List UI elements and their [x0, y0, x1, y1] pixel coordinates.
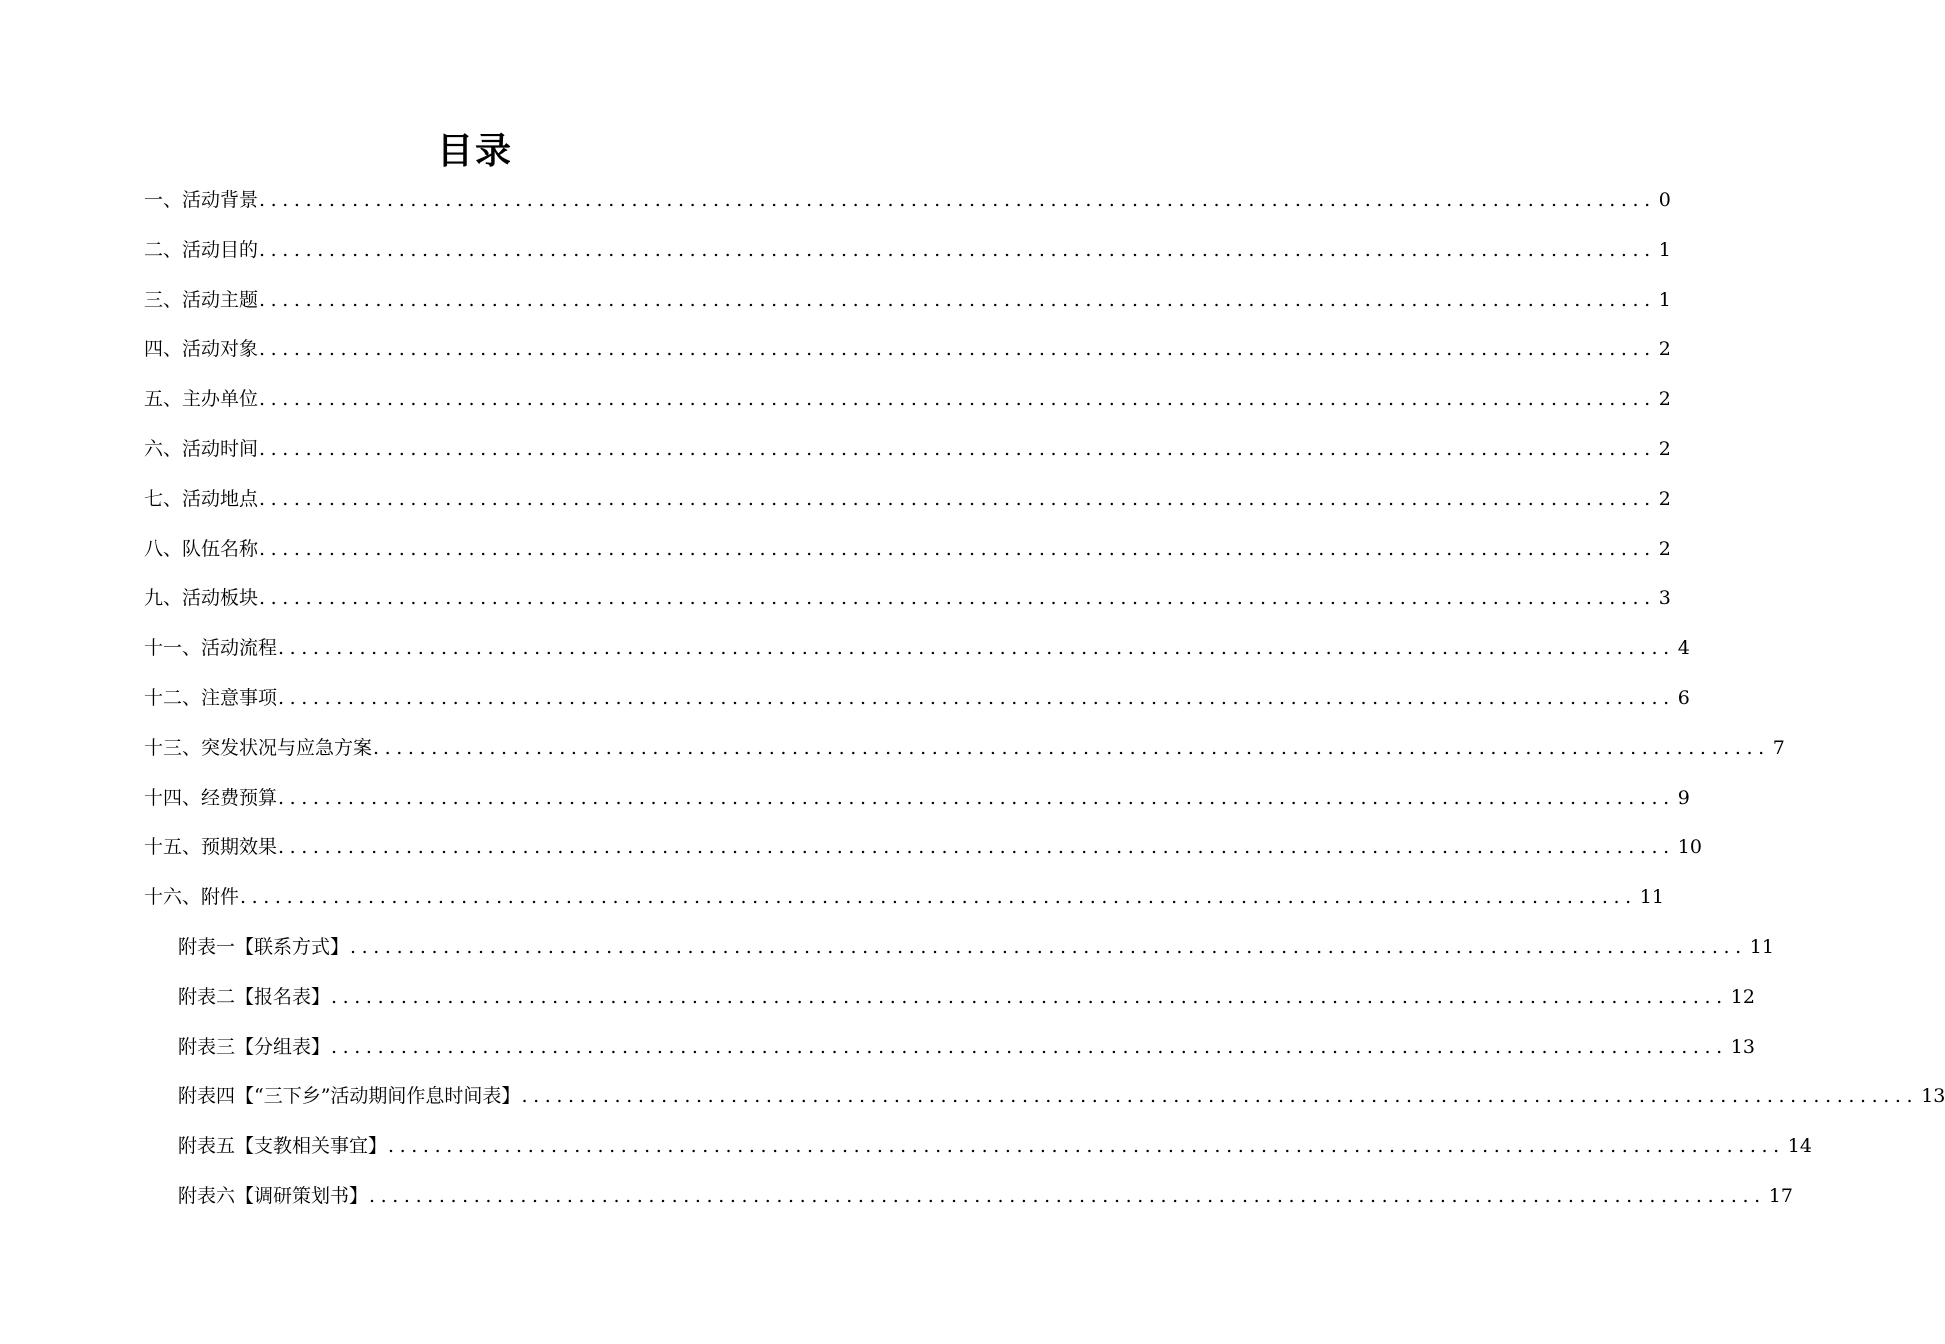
- toc-entry-page-number: 11: [1749, 935, 1774, 958]
- toc-entry-page-number: 11: [1639, 886, 1664, 909]
- toc-entry-page-number: 2: [1658, 537, 1671, 560]
- toc-entry[interactable]: [144, 873, 1664, 923]
- toc-entry-page-number: 3: [1658, 587, 1671, 610]
- toc-entry-label: 九、活动板块: [144, 587, 259, 610]
- toc-entry-label: 附表一【联系方式】: [178, 935, 350, 958]
- toc-entry[interactable]: [144, 774, 1690, 824]
- toc-entry[interactable]: [144, 1172, 1793, 1222]
- toc-dot-leader: ........................................................................................................................: [369, 1184, 1766, 1207]
- toc-entry-page-number: 4: [1677, 637, 1690, 660]
- toc-dot-leader: ........................................................................................................................: [259, 338, 1656, 361]
- toc-entry[interactable]: [144, 973, 1755, 1023]
- toc-entry-label: 八、队伍名称: [144, 537, 259, 560]
- toc-entry-page-number: 2: [1658, 487, 1671, 510]
- toc-dot-leader: ........................................................................................................................: [259, 437, 1656, 460]
- toc-dot-leader: ........................................................................................................................: [350, 935, 1747, 958]
- toc-entry-page-number: 17: [1768, 1184, 1793, 1207]
- toc-title: 目录: [436, 130, 513, 172]
- toc-entry[interactable]: [144, 226, 1671, 276]
- toc-entry[interactable]: [144, 923, 1774, 973]
- toc-dot-leader: ........................................................................................................................: [373, 736, 1770, 759]
- toc-dot-leader: ........................................................................................................................: [259, 537, 1656, 560]
- toc-entry-page-number: 2: [1658, 388, 1671, 411]
- toc-entry-page-number: 7: [1772, 736, 1785, 759]
- toc-entry-page-number: 14: [1787, 1135, 1812, 1158]
- toc-dot-leader: ........................................................................................................................: [521, 1085, 1919, 1108]
- toc-entry-label: 附表三【分组表】: [178, 1035, 331, 1058]
- toc-entry[interactable]: [144, 1072, 1945, 1122]
- toc-entry-page-number: 1: [1658, 238, 1671, 261]
- toc-dot-leader: ........................................................................................................................: [278, 836, 1675, 859]
- toc-entry-label: 十六、附件: [144, 886, 240, 909]
- toc-entry-label: 十三、突发状况与应急方案: [144, 736, 373, 759]
- toc-entry-label: 附表四【“三下乡”活动期间作息时间表】: [178, 1085, 521, 1108]
- toc-entry-page-number: 2: [1658, 338, 1671, 361]
- toc-dot-leader: ........................................................................................................................: [278, 686, 1675, 709]
- toc-entry-label: 十一、活动流程: [144, 637, 278, 660]
- toc-entry[interactable]: [144, 823, 1702, 873]
- toc-entry[interactable]: [144, 525, 1671, 575]
- toc-entry[interactable]: [144, 425, 1671, 475]
- toc-dot-leader: ........................................................................................................................: [259, 189, 1656, 211]
- table-of-contents: [144, 176, 1945, 1222]
- toc-entry-label: 附表六【调研策划书】: [178, 1184, 369, 1207]
- toc-entry-page-number: 1: [1658, 288, 1671, 311]
- toc-entry-label: 十四、经费预算: [144, 786, 278, 809]
- toc-entry-label: 四、活动对象: [144, 338, 259, 361]
- toc-entry[interactable]: [144, 176, 1671, 226]
- toc-entry-label: 六、活动时间: [144, 437, 259, 460]
- toc-dot-leader: ........................................................................................................................: [259, 487, 1656, 510]
- toc-entry[interactable]: [144, 724, 1785, 774]
- toc-dot-leader: ........................................................................................................................: [259, 288, 1656, 311]
- toc-entry-page-number: 2: [1658, 437, 1671, 460]
- toc-entry[interactable]: [144, 325, 1671, 375]
- toc-entry[interactable]: [144, 375, 1671, 425]
- toc-entry-page-number: 13: [1921, 1085, 1945, 1108]
- toc-entry-page-number: 10: [1677, 836, 1702, 859]
- toc-entry-label: 附表二【报名表】: [178, 985, 331, 1008]
- toc-entry[interactable]: [144, 475, 1671, 525]
- toc-dot-leader: ........................................................................................................................: [331, 985, 1728, 1008]
- toc-entry-label: 五、主办单位: [144, 388, 259, 411]
- toc-entry-label: 附表五【支教相关事宜】: [178, 1135, 388, 1158]
- toc-dot-leader: ........................................................................................................................: [240, 886, 1637, 909]
- toc-dot-leader: ........................................................................................................................: [259, 388, 1656, 411]
- toc-dot-leader: ........................................................................................................................: [331, 1035, 1728, 1058]
- toc-entry-label: 七、活动地点: [144, 487, 259, 510]
- toc-entry-label: 十五、预期效果: [144, 836, 278, 859]
- toc-dot-leader: ........................................................................................................................: [278, 786, 1675, 809]
- toc-entry-label: 三、活动主题: [144, 288, 259, 311]
- toc-entry-label: 一、活动背景: [144, 189, 259, 211]
- toc-entry[interactable]: [144, 624, 1690, 674]
- toc-entry[interactable]: [144, 276, 1671, 326]
- toc-dot-leader: ........................................................................................................................: [259, 587, 1656, 610]
- toc-entry-page-number: 6: [1677, 686, 1690, 709]
- toc-entry[interactable]: [144, 674, 1690, 724]
- toc-dot-leader: ........................................................................................................................: [388, 1135, 1785, 1158]
- toc-entry-page-number: 13: [1730, 1035, 1755, 1058]
- toc-dot-leader: ........................................................................................................................: [259, 238, 1656, 261]
- toc-entry[interactable]: [144, 574, 1671, 624]
- toc-entry-page-number: 0: [1658, 189, 1671, 211]
- toc-entry[interactable]: [144, 1023, 1755, 1073]
- toc-entry-page-number: 9: [1677, 786, 1690, 809]
- toc-entry[interactable]: [144, 1122, 1812, 1172]
- toc-entry-page-number: 12: [1730, 985, 1755, 1008]
- toc-entry-label: 二、活动目的: [144, 238, 259, 261]
- toc-entry-label: 十二、注意事项: [144, 686, 278, 709]
- toc-dot-leader: ........................................................................................................................: [278, 637, 1675, 660]
